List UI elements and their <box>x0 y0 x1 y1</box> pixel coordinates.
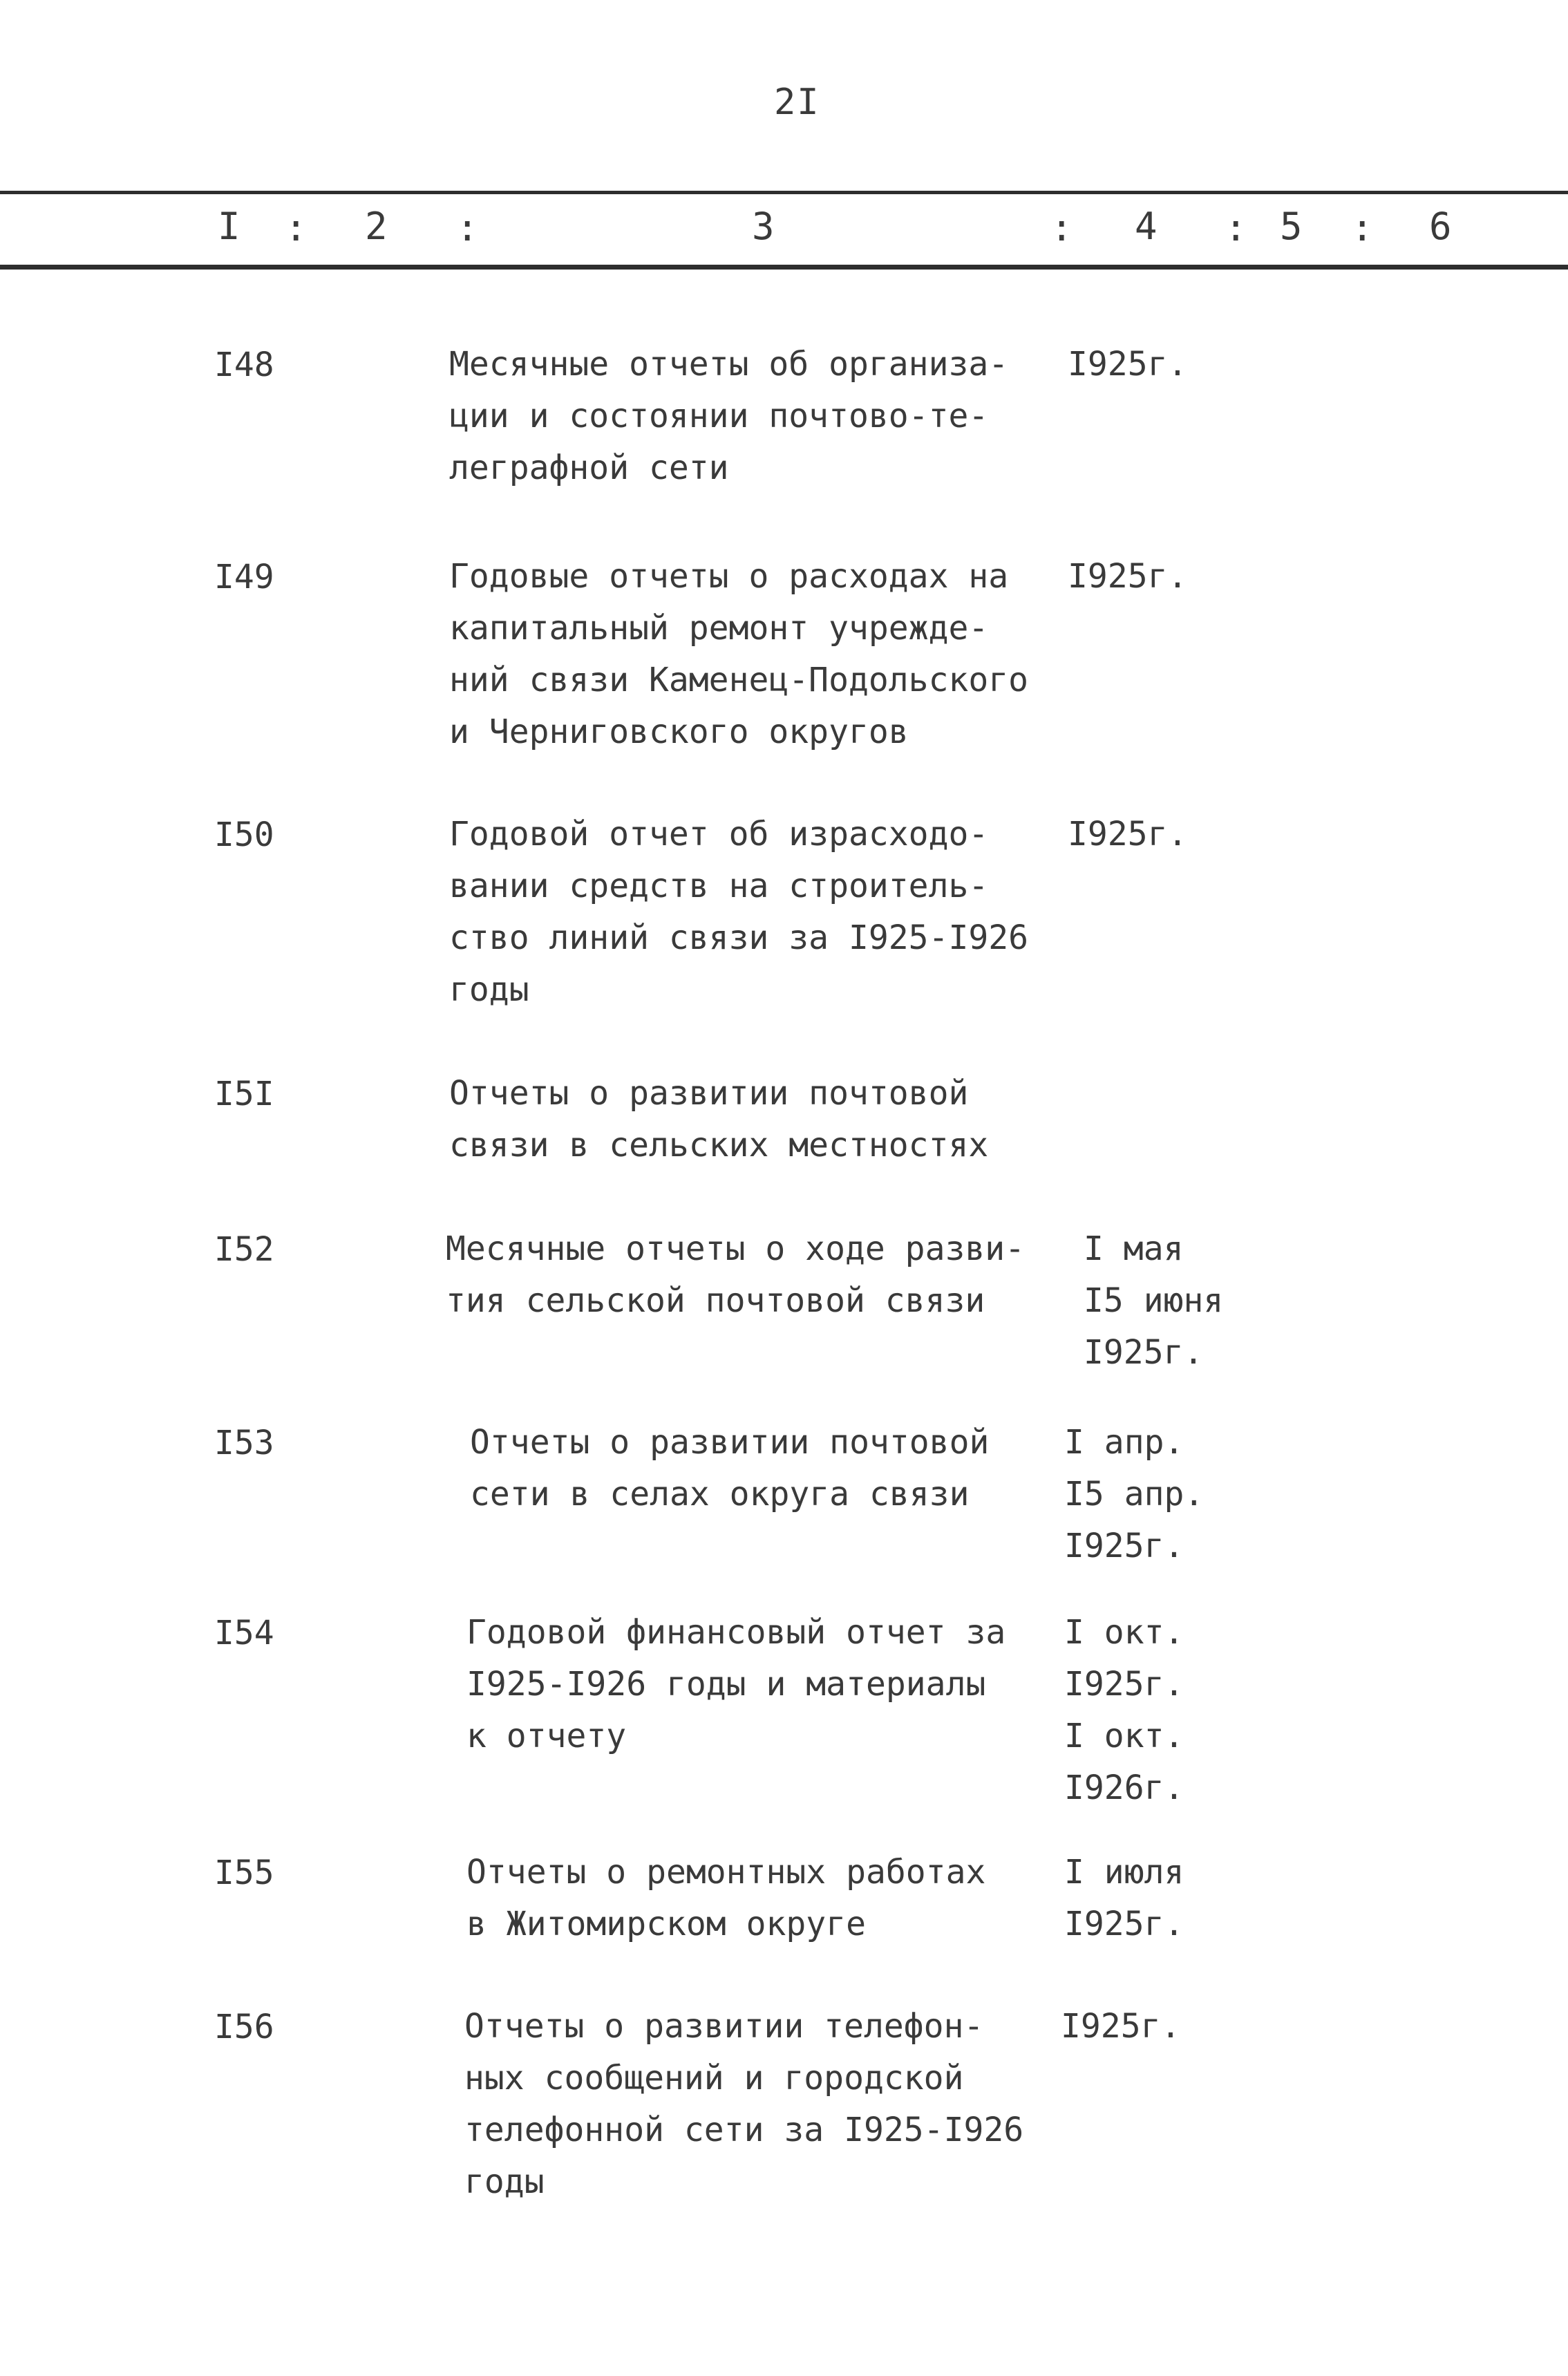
header-column-3: 3 <box>752 205 775 248</box>
entry-title-line: Месячные отчеты о ходе разви- <box>446 1229 1026 1268</box>
entry-title-line: леграфной сети <box>449 449 729 487</box>
entry-number: I56 <box>214 2008 274 2046</box>
entry-title-line: Отчеты о ремонтных работах <box>466 1853 986 1892</box>
entry-date-line: I925г. <box>1064 1905 1184 1943</box>
entry-title-line: Отчеты о развитии почтовой <box>449 1074 969 1113</box>
entry-title-line: Годовой финансовый отчет за <box>466 1613 1006 1652</box>
entry-number: I5I <box>214 1075 274 1113</box>
entry-dates <box>1064 1847 1184 1950</box>
entry-date-line: I925г. <box>1068 815 1188 854</box>
entry-title-line: ции и состоянии почтово-те- <box>449 397 989 435</box>
entry-date-line: I926г. <box>1064 1769 1184 1807</box>
entry-title <box>446 1223 1068 1327</box>
header-separator: : <box>456 206 479 249</box>
entry-date-line: I окт. <box>1064 1613 1184 1652</box>
entry-dates <box>1064 1607 1184 1814</box>
entry-title-line: годы <box>449 970 529 1009</box>
entry-title-line: телефонной сети за I925-I926 <box>464 2111 1024 2149</box>
entry-date-line: I925г. <box>1084 1333 1204 1372</box>
entry-title-line: капитальный ремонт учрежде- <box>449 609 989 648</box>
header-separator: : <box>1050 206 1073 249</box>
header-column-2: 2 <box>365 205 388 248</box>
entry-title-line: Годовой отчет об израсходо- <box>449 815 989 854</box>
entry-title <box>449 809 1071 1016</box>
header-column-5: 5 <box>1280 205 1303 248</box>
entry-number: I52 <box>214 1230 274 1269</box>
entry-number: I48 <box>214 346 274 384</box>
entry-title-line: и Черниговского округов <box>449 713 909 751</box>
entry-dates <box>1084 1223 1223 1379</box>
entry-title-line: связи в сельских местностях <box>449 1126 989 1165</box>
entry-date-line: I окт. <box>1064 1717 1184 1755</box>
entry-number: I50 <box>214 815 274 854</box>
entry-title <box>466 1607 1088 1762</box>
entry-title-line: тия сельской почтовой связи <box>446 1281 985 1320</box>
header-separator: : <box>1225 206 1247 249</box>
entry-title <box>449 339 1071 494</box>
entry-title-line: Отчеты о развитии почтовой <box>470 1423 990 1462</box>
page-number: 2I <box>774 82 820 123</box>
header-column-1: I <box>218 205 240 248</box>
entry-title <box>470 1417 1092 1520</box>
entry-dates <box>1068 809 1187 860</box>
entry-number: I53 <box>214 1424 274 1462</box>
entry-title-line: к отчету <box>466 1717 627 1755</box>
entry-date-line: I5 апр. <box>1064 1475 1205 1514</box>
entry-dates <box>1061 2001 1180 2053</box>
entry-date-line: I июля <box>1064 1853 1184 1892</box>
entry-date-line: I925г. <box>1061 2007 1181 2046</box>
entry-title <box>449 1068 1071 1171</box>
entry-title <box>466 1847 1088 1950</box>
entry-title-line: вании средств на строитель- <box>449 867 989 905</box>
entry-title-line: Месячные отчеты об организа- <box>449 345 1009 384</box>
entry-title-line: ний связи Каменец-Подольского <box>449 661 1029 699</box>
entry-title-line: годы <box>464 2162 545 2201</box>
header-separator: : <box>285 206 308 249</box>
entry-date-line: I925г. <box>1064 1527 1184 1565</box>
entry-title-line: в Житомирском округе <box>466 1905 866 1943</box>
entry-dates <box>1068 551 1187 603</box>
entry-title-line: Отчеты о развитии телефон- <box>464 2007 984 2046</box>
entry-number: I54 <box>214 1614 274 1652</box>
entry-title-line: ство линий связи за I925-I926 <box>449 918 1029 957</box>
entry-title <box>449 551 1071 758</box>
entry-date-line: I мая <box>1084 1229 1184 1268</box>
entry-date-line: I апр. <box>1064 1423 1184 1462</box>
entry-title <box>464 2001 1086 2208</box>
entry-number: I55 <box>214 1854 274 1892</box>
entry-number: I49 <box>214 558 274 596</box>
entry-title-line: сети в селах округа связи <box>470 1475 970 1514</box>
header-column-6: 6 <box>1429 205 1452 248</box>
entry-title-line: I925-I926 годы и материалы <box>466 1665 986 1704</box>
entry-dates <box>1068 339 1187 390</box>
header-separator: : <box>1351 206 1374 249</box>
entry-date-line: I925г. <box>1068 345 1188 384</box>
entry-date-line: I925г. <box>1064 1665 1184 1704</box>
entry-dates <box>1064 1417 1204 1572</box>
header-column-4: 4 <box>1135 205 1158 248</box>
entry-date-line: I925г. <box>1068 557 1188 596</box>
entry-title-line: ных сообщений и городской <box>464 2059 964 2097</box>
entry-date-line: I5 июня <box>1084 1281 1224 1320</box>
entry-title-line: Годовые отчеты о расходах на <box>449 557 1009 596</box>
